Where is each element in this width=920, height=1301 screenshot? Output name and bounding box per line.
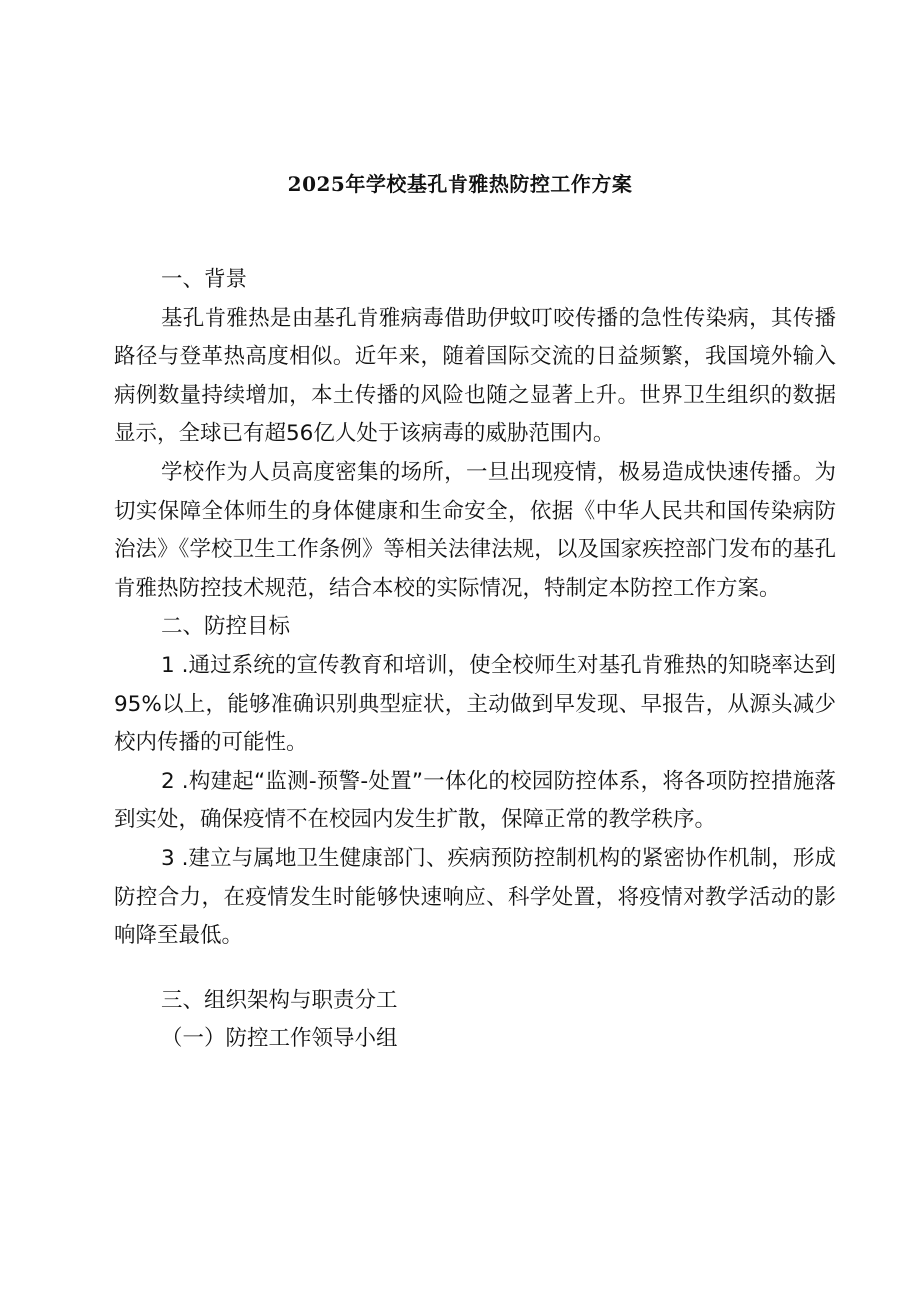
- goal-item: 2 .构建起“监测-预警-处置”一体化的校园防控体系，将各项防控措施落到实处，确保疫情不在校园内发生扩散，保障正常的教学秩序。: [114, 768, 836, 833]
- section-heading-goals: 二、防控目标: [161, 614, 291, 640]
- paragraph: 基孔肯雅热是由基孔肯雅病毒借助伊蚊叮咬传播的急性传染病，其传播路径与登革热高度相似。近年来，随着国际交流的日益频繁，我国境外输入病例数量持续增加，本土传播的风险也随之显著上升。世界卫生组织的数据显示，全球已有超56亿人处于该病毒的威胁范围内。: [114, 305, 836, 447]
- goal-item: 1 .通过系统的宣传教育和培训，使全校师生对基孔肯雅热的知晓率达到95%以上，能够准确识别典型症状，主动做到早发现、早报告，从源头减少校内传播的可能性。: [114, 652, 836, 756]
- subsection-heading-leadership-group: （一）防控工作领导小组: [161, 1026, 398, 1052]
- document-body: [114, 261, 836, 1059]
- goal-item: 3 .建立与属地卫生健康部门、疾病预防控制机构的紧密协作机制，形成防控合力，在疫情发生时能够快速响应、科学处置，将疫情对教学活动的影响降至最低。: [114, 845, 836, 949]
- section-heading-organization: 三、组织架构与职责分工: [161, 987, 398, 1013]
- document-title: 2025年学校基孔肯雅热防控工作方案: [287, 172, 633, 196]
- section-heading-background: 一、背景: [161, 267, 248, 292]
- paragraph: 学校作为人员高度密集的场所，一旦出现疫情，极易造成快速传播。为切实保障全体师生的身体健康和生命安全，依据《中华人民共和国传染病防治法》《学校卫生工作条例》等相关法律法规，以及国家疾控部门发布的基孔肯雅热防控技术规范，结合本校的实际情况，特制定本防控工作方案。: [114, 459, 836, 601]
